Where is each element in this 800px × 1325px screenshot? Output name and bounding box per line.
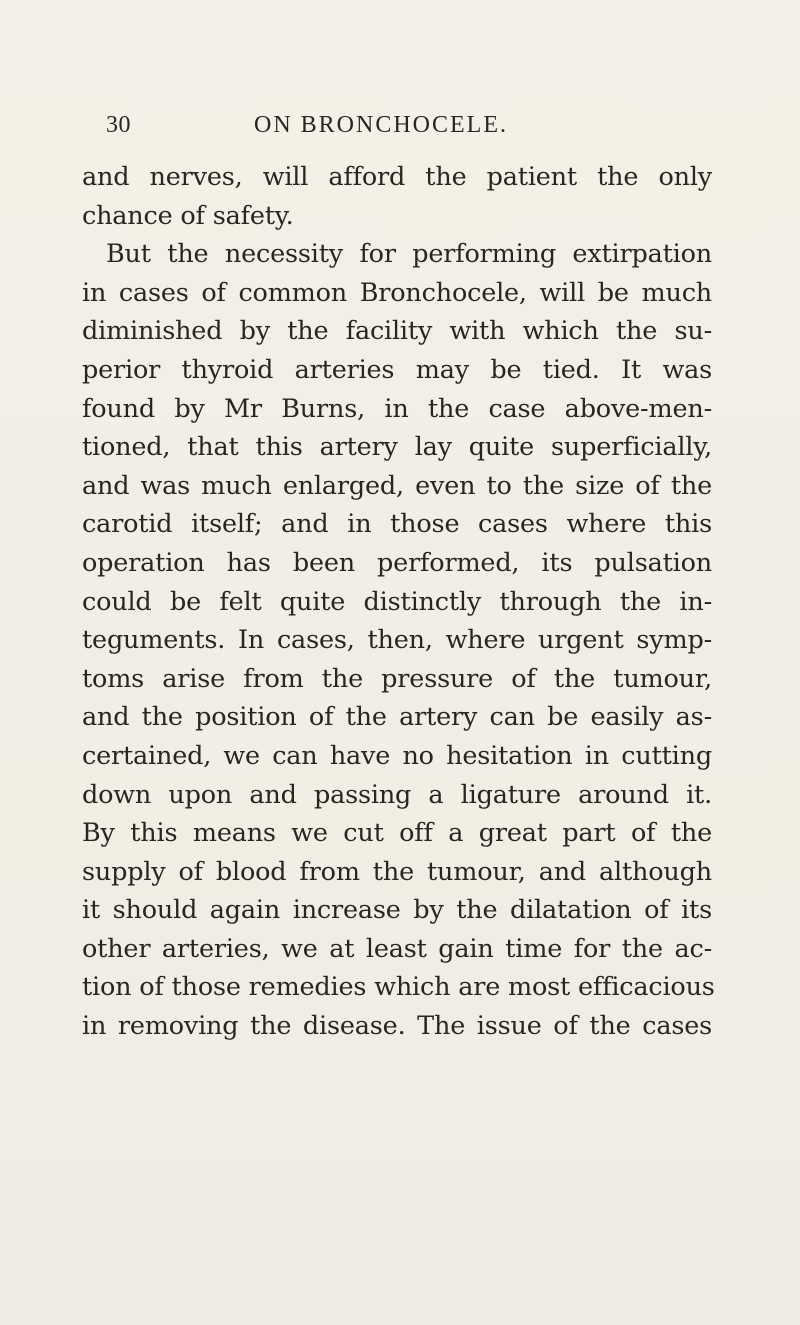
text-line: and nerves, will afford the patient the only <box>82 162 712 192</box>
text-line: tioned, that this artery lay quite superficially, <box>82 432 712 463</box>
text-line: teguments. In cases, then, where urgent symp- <box>82 625 712 656</box>
text-line: in removing the disease. The issue of the cases <box>82 1011 712 1042</box>
text-line: it should again increase by the dilatation of its <box>82 895 712 926</box>
text-line: down upon and passing a ligature around it. <box>82 779 712 810</box>
page-header <box>106 112 706 152</box>
text-line: But the necessity for performing extirpation <box>106 239 712 270</box>
page-number: 30 <box>106 112 131 138</box>
text-line: other arteries, we at least gain time for the ac- <box>82 933 712 964</box>
text-line: toms arise from the pressure of the tumour, <box>82 663 712 694</box>
text-line: By this means we cut off a great part of the <box>82 818 712 849</box>
text-line: found by Mr Burns, in the case above-men- <box>82 393 712 424</box>
text-line: could be felt quite distinctly through the in- <box>82 586 712 617</box>
text-line: certained, we can have no hesitation in cutting <box>82 740 712 771</box>
running-title: ON BRONCHOCELE. <box>254 112 509 138</box>
text-line: in cases of common Bronchocele, will be much <box>82 277 712 308</box>
body-text <box>82 158 715 1046</box>
text-line: operation has been performed, its pulsation <box>82 547 712 578</box>
text-line: supply of blood from the tumour, and although <box>82 856 712 887</box>
text-line: and was much enlarged, even to the size of the <box>82 470 712 501</box>
text-line: tion of those remedies which are most efficacious <box>82 972 715 1003</box>
text-line: chance of safety. <box>82 200 294 231</box>
text-line: diminished by the facility with which the su- <box>82 316 712 347</box>
text-line: and the position of the artery can be easily as- <box>82 702 712 733</box>
text-line: carotid itself; and in those cases where this <box>82 509 712 540</box>
text-line: perior thyroid arteries may be tied. It was <box>82 354 712 385</box>
